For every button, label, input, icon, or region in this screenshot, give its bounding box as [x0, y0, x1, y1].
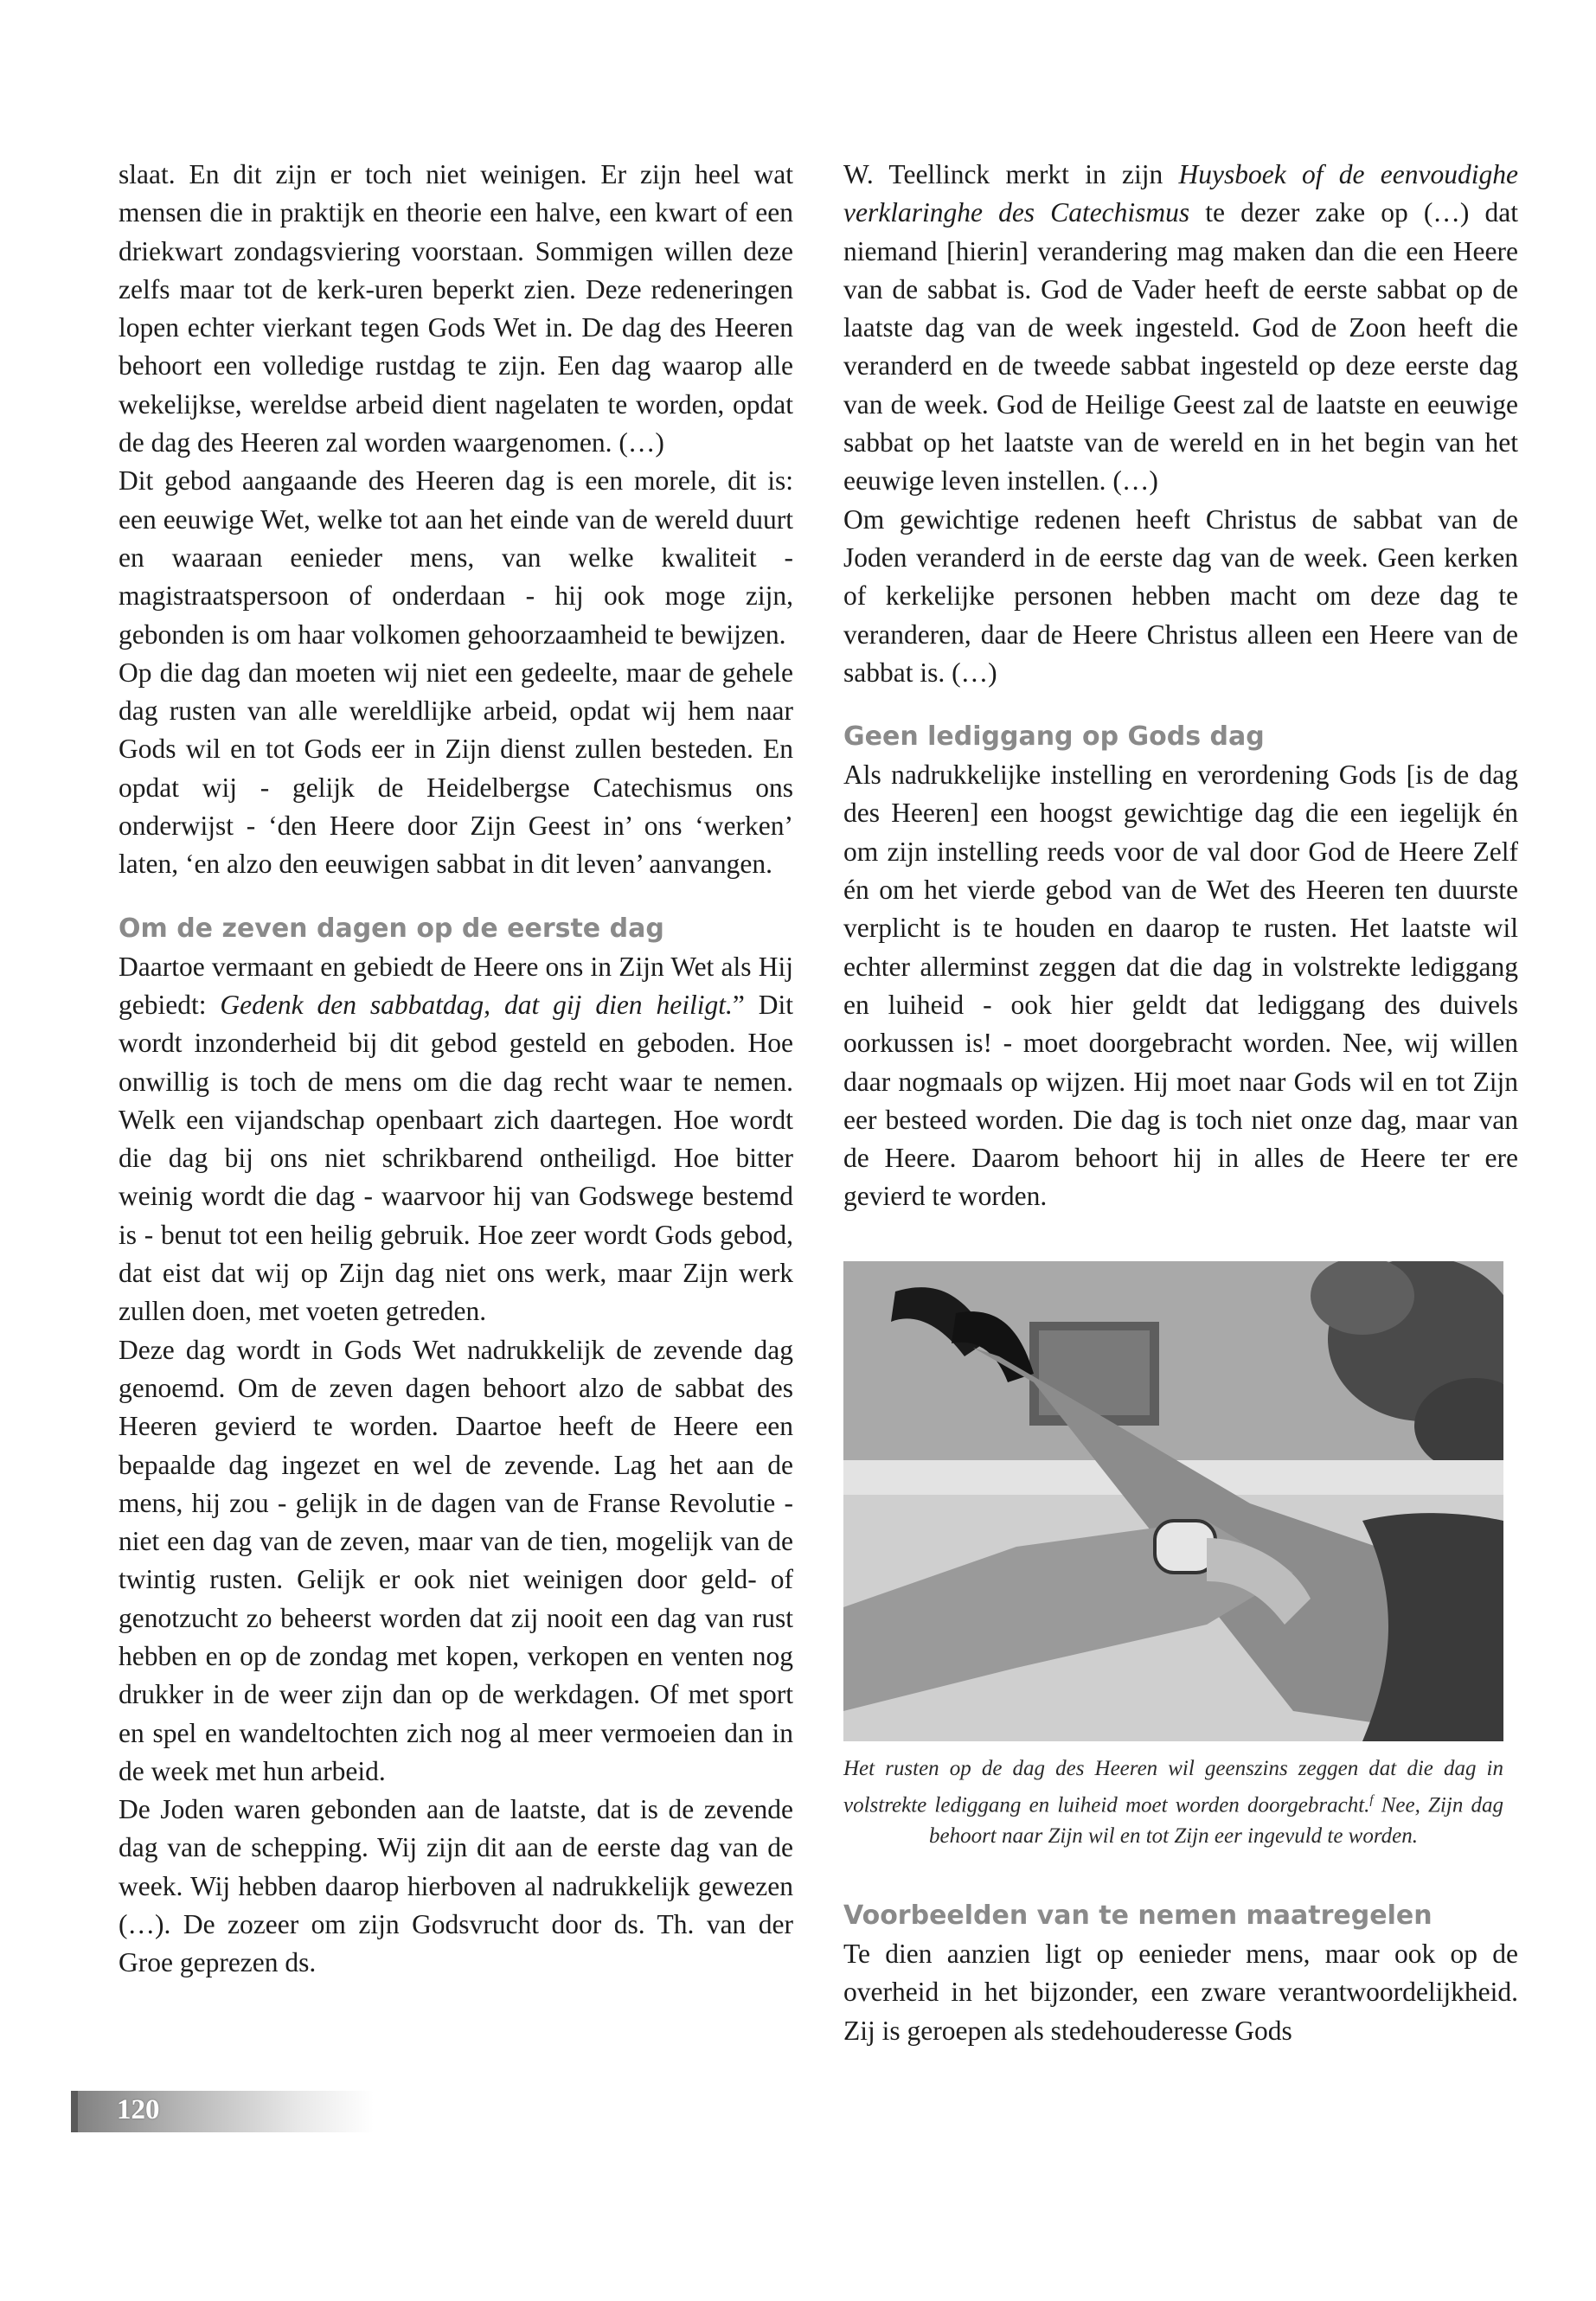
paragraph: [843, 156, 1518, 501]
left-column: [119, 156, 793, 1983]
photo-illustration: [843, 1261, 1503, 1741]
paragraph: Op die dag dan moeten wij niet een gedeelte, maar de gehele dag rusten van alle wereldlijke arbeid, opdat wij hem naar Gods wil en tot Gods eer in Zijn dienst zullen besteden. En opdat wij - gelijk de Heidelbergse Catechismus ons onderwijst - ‘den Heere door Zijn Geest in’ ons ‘werken’ laten, ‘en alzo den eeuwigen sabbat in dit leven’ aanvangen.: [119, 657, 793, 880]
paragraph: Deze dag wordt in Gods Wet nadrukkelijk de zevende dag genoemd. Om de zeven dagen behoort alzo de sabbat des Heeren gevierd te worden. Daartoe heeft de Heere een bepaalde dag ingezet en wel de zevende. Lag het aan de mens, hij zou - gelijk in de dagen van de Franse Revolutie - niet een dag van de zeven, maar van de tien, mogelijk van de twintig rusten. Gelijk er ook niet weinigen door geld- of genotzucht zo beheerst worden dat zij nooit een dag van rust hebben en op de zondag met kopen, verkopen en venten nog drukker in de weer zijn dan op de werkdagen. Of met sport en spel en wandeltochten zich nog al meer vermoeien dan in de week met hun arbeid.: [119, 1334, 793, 1786]
paragraph: Te dien aanzien ligt op eenieder mens, maar ook op de overheid in het bijzonder, een zware verantwoordelijkheid. Zij is geroepen als stedehouderesse Gods: [843, 1939, 1518, 2046]
photo-caption: [843, 1753, 1503, 1852]
paragraph: Dit gebod aangaande des Heeren dag is een morele, dit is: een eeuwige Wet, welke tot aan het einde van de wereld duurt en waaraan eenieder mens, van welke kwaliteit - magistraatspersoon of onderdaan - hij ook moge zijn, gebonden is om haar volkomen gehoorzaamheid te bewijzen.: [119, 465, 793, 650]
caption-text: Het rusten op de dag des Heeren wil geenszins zeggen dat die dag in volstrekte lediggang en luiheid moet worden doorgebracht.: [843, 1756, 1503, 1817]
paragraph: De Joden waren gebonden aan de laatste, dat is de zevende dag van de schepping. Wij zijn dit aan de eerste dag van de week. Wij hebben daarop hierboven al nadrukkelijk gewezen (…). De zozeer om zijn Godsvrucht door ds. Th. van der Groe geprezen ds.: [119, 1794, 793, 1978]
photo-man-resting-feet-on-desk: [843, 1261, 1503, 1741]
right-column: [843, 156, 1518, 2050]
section-heading: Om de zeven dagen op de eerste dag: [119, 913, 664, 944]
paragraph: slaat. En dit zijn er toch niet weinigen. Er zijn heel wat mensen die in praktijk en theorie een halve, een kwart of een driekwart zondagsviering voorstaan. Sommigen willen deze zelfs maar tot de kerk-uren beperkt zien. Deze redeneringen lopen echter vierkant tegen Gods Wet in. De dag des Heeren behoort een volledige rustdag te zijn. Een dag waarop alle wekelijkse, wereldse arbeid dient nagelaten te worden, opdat de dag des Heeren zal worden waargenomen. (…): [119, 159, 793, 458]
paragraph: [119, 948, 793, 1331]
footnote-marker: f: [1369, 1792, 1374, 1807]
paragraph-text: te dezer zake op (…) dat niemand [hierin] verandering mag maken dan die een Heere van de sabbat is. God de Vader heeft de eerste sabbat op de laatste dag van de week ingesteld. God de Zoon heeft die veranderd en de tweede sabbat ingesteld op deze eerste dag van de week. God de Heilige Geest zal de laatste en eeuwige sabbat op het laatste van de wereld en in het begin van het eeuwige leven instellen. (…): [843, 197, 1518, 497]
wristwatch: [1155, 1521, 1215, 1573]
book-title: Huysboek of de eenvoudighe verklaringhe des Catechismus: [843, 159, 1518, 228]
paragraph-text: W. Teellinck merkt in zijn: [843, 159, 1179, 189]
paragraph: Om gewichtige redenen heeft Christus de sabbat van de Joden veranderd in de eerste dag van de week. Geen kerken of kerkelijke personen hebben macht om deze dag te veranderen, daar de Heere Christus alleen een Heere van de sabbat is. (…): [843, 503, 1518, 688]
section-heading: Voorbeelden van te nemen maatregelen: [843, 1900, 1433, 1932]
footer-accent-bar: [71, 2091, 78, 2132]
bible-quote: Gedenk den sabbatdag, dat gij dien heiligt.: [220, 989, 733, 1020]
section-heading: Geen lediggang op Gods dag: [843, 721, 1265, 753]
paragraph: Als nadrukkelijke instelling en verordening Gods [is de dag des Heeren] een hoogst gewichtige dag die een iegelijk én om zijn instelling reeds voor de val door God de Heere Zelf én om het vierde gebod van de Wet des Heeren ten duurste verplicht is te houden en daarop te rusten. Het laatste wil echter allerminst zeggen dat die dag in volstrekte lediggang en luiheid - ook hier geldt dat lediggang des duivels oorkussen is! - moet doorgebracht worden. Nee, wij willen daar nogmaals op wijzen. Hij moet naar Gods wil en tot Zijn eer besteed worden. Die dag is toch niet onze dag, maar van de Heere. Daarom behoort hij in alles de Heere ter ere gevierd te worden.: [843, 760, 1518, 1212]
page-footer: [71, 2091, 374, 2132]
paragraph-text: Daartoe vermaant en gebiedt de Heere ons in Zijn Wet als Hij gebiedt:: [119, 951, 793, 1020]
caption-text: Nee, Zijn dag behoort naar Zijn wil en tot Zijn eer ingevuld te worden.: [928, 1793, 1503, 1849]
paragraph-text: ” Dit wordt inzonderheid bij dit gebod gesteld en geboden. Hoe onwillig is toch de mens om die dag recht waar te nemen. Welk een vijandschap openbaart zich daartegen. Hoe wordt die dag bij ons niet schrikbarend ontheiligd. Hoe bitter weinig wordt die dag - waarvoor hij van Godswege bestemd is - benut tot een heilig gebruik. Hoe zeer wordt Gods gebod, dat eist dat wij op Zijn dag niet ons werk, maar Zijn werk zullen doen, met voeten getreden.: [119, 989, 793, 1327]
page-number: 120: [117, 2094, 160, 2125]
